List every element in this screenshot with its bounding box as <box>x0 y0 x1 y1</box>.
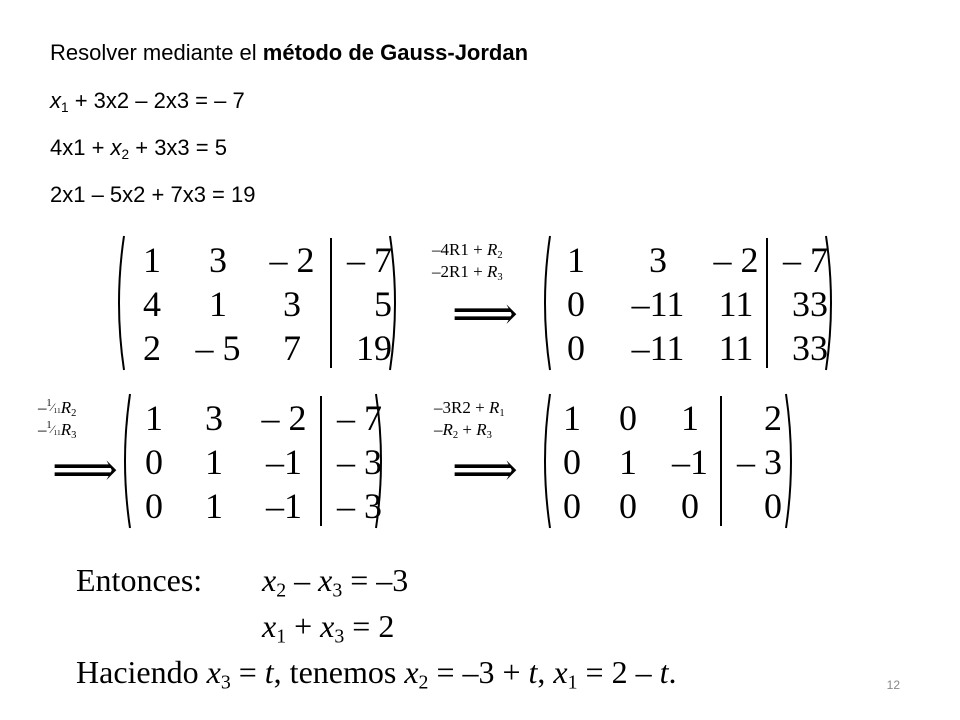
row-operations-step-2 <box>38 398 76 442</box>
page-number: 12 <box>886 678 900 692</box>
matrix-cell: 1 <box>145 398 163 438</box>
matrix-cell: 0 <box>563 442 581 482</box>
matrix-cell: 2 <box>143 328 161 368</box>
matrix-cell: 11 <box>718 284 754 324</box>
left-paren <box>538 234 552 372</box>
matrix-cell: 3 <box>205 398 223 438</box>
matrix-cell: – 3 <box>337 442 382 482</box>
matrix-cell: – 7 <box>337 398 382 438</box>
matrix-cell: 3 <box>209 240 227 280</box>
left-paren <box>112 234 126 372</box>
matrix-cell: 7 <box>283 328 301 368</box>
matrix-cell: 1 <box>619 442 637 482</box>
matrix-cell: – 2 <box>261 398 307 438</box>
matrix-step-2 <box>118 392 388 530</box>
equation-1: $x_1 + 3x2 - 2x3$ = – 7 <box>50 88 245 115</box>
matrix-original <box>112 234 402 372</box>
augmented-bar <box>320 396 322 526</box>
matrix-cell: 0 <box>619 486 637 526</box>
matrix-cell: –1 <box>672 442 708 482</box>
right-paren <box>784 392 798 530</box>
result-equation-b: $x_1 + x_3 = 2$ <box>262 608 395 648</box>
matrix-cell: –11 <box>631 284 685 324</box>
matrix-cell: 3 <box>283 284 301 324</box>
augmented-bar <box>330 238 332 368</box>
matrix-cell: 1 <box>143 240 161 280</box>
matrix-cell: 2 <box>764 398 782 438</box>
matrix-cell: 5 <box>374 284 392 324</box>
augmented-bar <box>720 396 722 526</box>
matrix-cell: 33 <box>792 284 828 324</box>
matrix-cell: –11 <box>631 328 685 368</box>
matrix-cell: 1 <box>205 486 223 526</box>
title-prefix: Resolver mediante el <box>50 40 263 65</box>
left-paren <box>538 392 552 530</box>
op-line: $-4R1 + R_2$ <box>432 240 503 261</box>
row-operations-step-1 <box>432 240 503 284</box>
equation-2: $4x1 + x_2 + 3x3 = 5$ <box>50 135 227 162</box>
matrix-cell: – 7 <box>783 240 828 280</box>
matrix-cell: 0 <box>145 442 163 482</box>
op-line: $-^1⁄_{11}R_2$ <box>38 398 77 419</box>
matrix-cell: 1 <box>209 284 227 324</box>
op-line: $-^1⁄_{11}R_3$ <box>38 420 77 441</box>
entonces-label: Entonces: <box>76 562 203 598</box>
matrix-cell: 19 <box>356 328 392 368</box>
matrix-cell: –1 <box>266 486 302 526</box>
matrix-cell: – 2 <box>269 240 315 280</box>
matrix-cell: 3 <box>649 240 667 280</box>
implies-arrow-icon: ⟹ <box>452 286 518 340</box>
matrix-cell: 1 <box>681 398 699 438</box>
matrix-cell: – 3 <box>737 442 782 482</box>
result-equation-a: $x_2 - x_3 = -3$ <box>262 562 409 602</box>
matrix-cell: –1 <box>266 442 302 482</box>
matrix-cell: 0 <box>567 328 585 368</box>
matrix-cell: 0 <box>681 486 699 526</box>
matrix-cell: 11 <box>718 328 754 368</box>
matrix-reduced <box>538 392 798 530</box>
matrix-cell: 0 <box>764 486 782 526</box>
matrix-cell: 0 <box>145 486 163 526</box>
augmented-bar <box>766 238 768 368</box>
op-line: $-2R1 + R_3$ <box>432 262 503 283</box>
page-title <box>50 40 528 66</box>
matrix-cell: – 5 <box>195 328 241 368</box>
matrix-cell: 1 <box>563 398 581 438</box>
matrix-cell: 1 <box>567 240 585 280</box>
matrix-cell: – 2 <box>713 240 759 280</box>
matrix-step-1 <box>538 234 838 372</box>
op-line: $-3R2 + R_1$ <box>434 398 505 419</box>
matrix-cell: 0 <box>619 398 637 438</box>
implies-arrow-icon: ⟹ <box>452 442 518 496</box>
title-method: método de Gauss-Jordan <box>262 40 529 65</box>
matrix-cell: 1 <box>205 442 223 482</box>
matrix-cell: 0 <box>567 284 585 324</box>
row-operations-step-3 <box>434 398 505 442</box>
parametric-solution: Haciendo $x_3 = t$, tenemos $x_2 = -3 + t$, $x_1 = 2 - t$. <box>76 654 677 694</box>
matrix-cell: – 7 <box>347 240 392 280</box>
matrix-cell: – 3 <box>337 486 382 526</box>
matrix-cell: 33 <box>792 328 828 368</box>
left-paren <box>118 392 132 530</box>
matrix-cell: 4 <box>143 284 161 324</box>
matrix-cell: 0 <box>563 486 581 526</box>
implies-arrow-icon: ⟹ <box>52 442 118 496</box>
equation-3: 2x1 – 5x2 + 7x3 = 19 <box>50 182 256 207</box>
op-line: $-R_2 + R_3$ <box>434 420 492 441</box>
